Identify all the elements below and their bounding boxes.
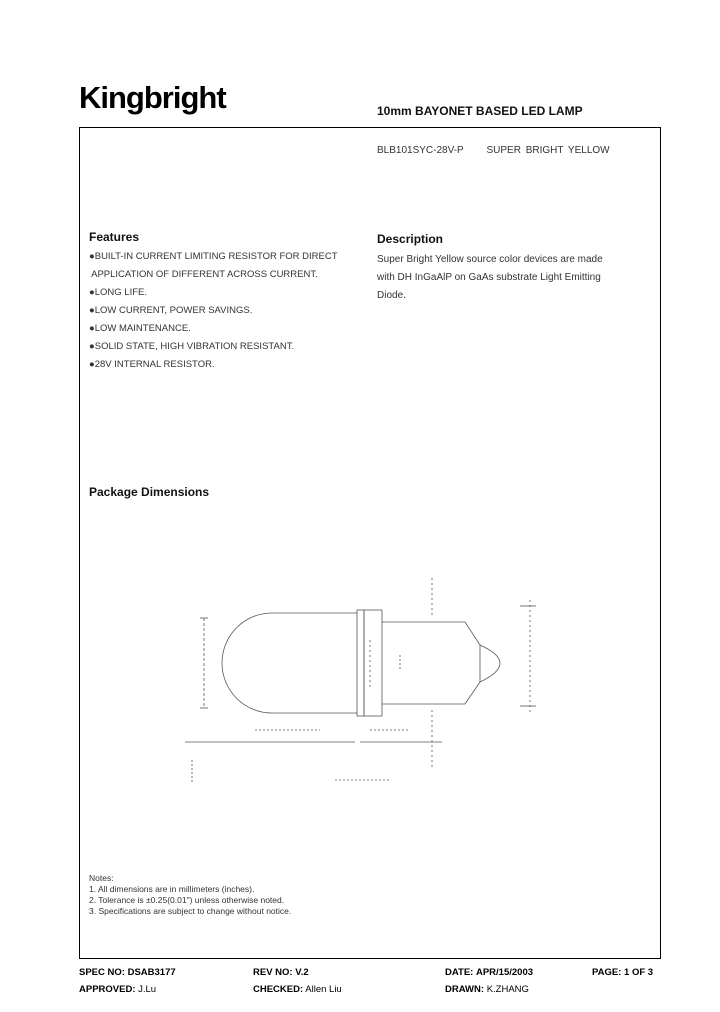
description-text [377,251,647,305]
date-label: DATE: [445,967,474,978]
page-label: PAGE: [592,967,622,978]
spec-no-label: SPEC NO: [79,967,125,978]
feature-item: APPLICATION OF DIFFERENT ACROSS CURRENT. [89,269,318,280]
part-number: BLB101SYC-28V-P [377,145,464,156]
base-outline [382,622,480,704]
feature-item: ●LOW MAINTENANCE. [89,323,191,334]
page [592,967,653,978]
company-logo: Kingbright [79,80,226,115]
features-list [89,250,338,376]
drawn-value: K.ZHANG [486,984,529,995]
checked-label: CHECKED: [253,984,304,995]
feature-item: ●BUILT-IN CURRENT LIMITING RESISTOR FOR DIRECT [89,251,338,262]
feature-item: ●SOLID STATE, HIGH VIBRATION RESISTANT. [89,341,295,352]
drawn-label: DRAWN: [445,984,485,995]
spec-no [79,967,176,978]
flange-outline-inner [364,610,382,716]
lens-outline [222,613,357,713]
approved-label: APPROVED: [79,984,136,995]
document-title: 10mm BAYONET BASED LED LAMP [377,104,583,118]
notes [89,873,291,917]
description-line: Super Bright Yellow source color devices are made [377,254,603,265]
package-dimensions-heading: Package Dimensions [89,485,210,499]
checked-value: Allen Liu [305,984,342,995]
date [445,967,533,978]
rev-no [253,967,309,978]
features-heading: Features [89,230,140,244]
page-value: 1 OF 3 [624,967,654,978]
feature-item: ●28V INTERNAL RESISTOR. [89,359,215,370]
rev-no-label: REV NO: [253,967,293,978]
package-drawing [180,570,550,800]
feature-item: ●LONG LIFE. [89,287,148,298]
note-item: 3. Specifications are subject to change without notice. [89,906,292,916]
rev-no-value: V.2 [295,967,309,978]
date-value: APR/15/2003 [475,967,534,978]
feature-item: ●LOW CURRENT, POWER SAVINGS. [89,305,253,316]
drawn [445,984,529,995]
description-line: with DH InGaAlP on GaAs substrate Light Emitting [377,272,601,283]
notes-heading: Notes: [89,873,114,883]
spec-no-value: DSAB3177 [127,967,176,978]
approved-value: J.Lu [138,984,157,995]
description-line: Diode. [377,290,406,301]
part-info [377,145,610,156]
flange-outline [357,610,364,716]
checked [253,984,342,995]
note-item: 1. All dimensions are in millimeters (inches). [89,884,255,894]
note-item: 2. Tolerance is ±0.25(0.01") unless otherwise noted. [89,895,285,905]
description-heading: Description [377,232,444,246]
contact-tip [480,645,500,682]
part-color: SUPER BRIGHT YELLOW [486,145,610,156]
approved [79,984,156,995]
